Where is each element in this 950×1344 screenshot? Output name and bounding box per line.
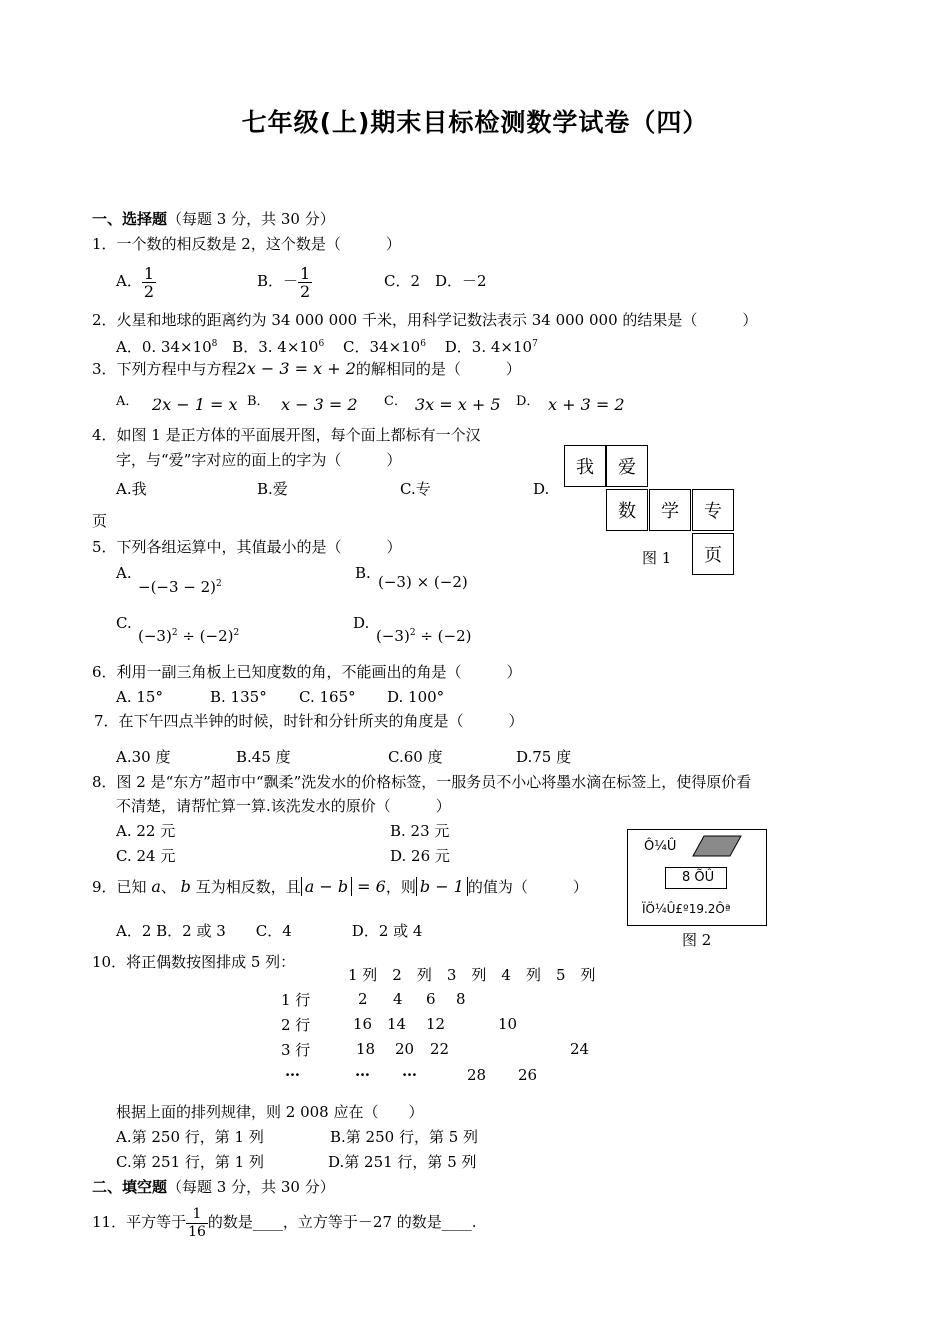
- q3-d: x + 3 = 2: [548, 395, 625, 414]
- q3-stem-post: 的解相同的是（ ）: [355, 360, 521, 378]
- q9-var-b: b: [180, 877, 191, 896]
- q2-c-exp: 6: [420, 339, 426, 349]
- q10-row1-val4: 8: [456, 990, 466, 1008]
- q5-a-expr: −(−3 − 2): [138, 578, 217, 596]
- q10-row2-label: 2 行: [281, 1016, 311, 1034]
- q10-row3-val4: 24: [570, 1040, 590, 1058]
- q6-option-b: B. 135°: [210, 688, 267, 706]
- q3-stem-equation: 2x − 3 = x + 2: [236, 359, 356, 378]
- q11-num: 1: [186, 1206, 208, 1224]
- q10-row1-label: 1 行: [281, 991, 311, 1009]
- fig1-cell-zhuan: 专: [692, 489, 734, 531]
- q3-a-label: A．: [116, 394, 139, 409]
- q5-d-expr2: ÷ (−2): [415, 627, 472, 645]
- q10-row2-val2: 14: [387, 1015, 407, 1033]
- q10-row3-label: 3 行: [281, 1041, 311, 1059]
- q11-fraction: [186, 1206, 208, 1241]
- q1-b-den: 2: [300, 281, 311, 301]
- q9-comma: ，则: [385, 878, 416, 896]
- q5-option-d: [376, 624, 471, 645]
- fig1-cell-ye: 页: [692, 533, 734, 575]
- q1-a-den: 2: [143, 281, 155, 301]
- fig2-box-text: 8 ÕÛ: [682, 870, 715, 885]
- q10-dots-2: …: [355, 1062, 370, 1080]
- q8-option-a: A. 22 元: [116, 822, 176, 840]
- q1-b-fraction: [298, 265, 312, 300]
- q4-option-b: B.爱: [257, 480, 288, 498]
- q5-a-label: A.: [116, 564, 132, 582]
- q5-c-exp2: 2: [233, 628, 240, 638]
- q10-row2-val3: 12: [426, 1015, 446, 1033]
- q3-c-label: C．: [384, 394, 407, 409]
- q9-abs1: a − b: [301, 877, 352, 896]
- q10-stem: 10．将正偶数按图排成 5 列：: [92, 953, 296, 971]
- q4-option-c: C.专: [400, 480, 431, 498]
- fig1-caption: 图 1: [642, 549, 672, 567]
- q2-a-exp: 8: [211, 339, 218, 349]
- q5-d-label: D.: [353, 614, 370, 632]
- q5-c-label: C.: [116, 614, 132, 632]
- q10-option-c: C.第 251 行，第 1 列: [116, 1153, 264, 1171]
- q1-a-fraction: [142, 265, 156, 300]
- q4-option-d-cont: 页: [92, 512, 108, 530]
- q3-c: 3x = x + 5: [415, 395, 501, 414]
- q7-option-c: C.60 度: [388, 748, 443, 766]
- q5-a-exp: 2: [216, 579, 222, 589]
- fig1-cell-xue: 学: [649, 489, 691, 531]
- q5-c-exp1: 2: [171, 628, 178, 638]
- q5-c-expr1: (−3): [138, 627, 172, 645]
- q10-row3-val3: 22: [430, 1040, 450, 1058]
- q10-row4-val1: 28: [467, 1066, 487, 1084]
- section2-title: 二、填空题: [92, 1178, 168, 1196]
- q2-b: B．3. 4×10: [232, 338, 319, 356]
- q10-row1-val2: 4: [393, 990, 403, 1008]
- q8-option-b: B. 23 元: [390, 822, 450, 840]
- fig1-cell-ai: 爱: [606, 445, 648, 487]
- q2-c: C．34×10: [343, 338, 421, 356]
- q10-option-a: A.第 250 行，第 1 列: [116, 1128, 264, 1146]
- page-title: 七年级(上)期末目标检测数学试卷（四）: [241, 108, 709, 137]
- section2-heading: [92, 1178, 335, 1196]
- q10-row1-val3: 6: [426, 990, 436, 1008]
- q8-option-c: C. 24 元: [116, 847, 176, 865]
- q5-b-label: B.: [355, 564, 371, 582]
- q5-d-expr1: (−3): [376, 627, 410, 645]
- q7-stem: 7．在下午四点半钟的时候，时针和分针所夹的角度是（ ）: [94, 712, 524, 730]
- q2-b-exp: 6: [318, 339, 325, 349]
- q10-row4-val2: 26: [518, 1066, 538, 1084]
- q5-stem: 5．下列各组运算中，其值最小的是（ ）: [92, 538, 402, 556]
- q10-dots-1: …: [285, 1062, 300, 1080]
- q1-option-b: [257, 262, 312, 300]
- q6-option-d: D. 100°: [387, 688, 445, 706]
- q3-stem: [92, 360, 521, 378]
- fig1-cell-wo: 我: [564, 445, 606, 487]
- q2-options: [116, 335, 538, 356]
- q10-row3-val1: 18: [356, 1040, 376, 1058]
- q5-option-a: [138, 575, 222, 596]
- q9-stem: [92, 876, 588, 898]
- q10-option-b: B.第 250 行，第 5 列: [330, 1128, 479, 1146]
- section1-heading: [92, 210, 335, 228]
- fig2-discount-box: [665, 867, 727, 889]
- q3-a: 2x − 1 = x: [152, 395, 238, 414]
- q7-option-d: D.75 度: [516, 748, 572, 766]
- q9-eq1: = 6: [352, 877, 386, 896]
- q9-abs2: b − 1: [416, 877, 468, 896]
- fig2-bottom-text: ÏÖ¼Û£º19.2Ôª: [642, 902, 731, 916]
- ink-blot-icon: [692, 835, 742, 857]
- q7-option-a: A.30 度: [116, 748, 171, 766]
- q1-options-cd: C．2 D．－2: [384, 272, 487, 290]
- q2-d: D．3. 4×10: [444, 338, 533, 356]
- q11-pre: 11．平方等于: [92, 1213, 187, 1231]
- q3-b-label: B．: [247, 394, 270, 409]
- q10-row2-val1: 16: [353, 1015, 373, 1033]
- q10-row2-val4: 10: [498, 1015, 518, 1033]
- q1-b-sign: －: [283, 272, 299, 290]
- section1-title: 一、选择题: [92, 210, 168, 228]
- q3-d-label: D．: [516, 394, 540, 409]
- q6-option-a: A. 15°: [116, 688, 163, 706]
- q4-option-a: A.我: [116, 480, 147, 498]
- q1-stem: 1．一个数的相反数是 2，这个数是（ ）: [92, 235, 401, 253]
- q9-post: 的值为（ ）: [467, 878, 588, 896]
- q4-option-d: D.: [533, 480, 550, 498]
- section2-note: （每题 3 分，共 30 分）: [167, 1178, 335, 1196]
- q9-options: A．2 B．2 或 3 C．4 D．2 或 4: [116, 922, 423, 940]
- q10-question: 根据上面的排列规律，则 2 008 应在（ ）: [116, 1103, 424, 1121]
- q1-a-num: 1: [143, 263, 155, 283]
- q8-line2: 不清楚，请帮忙算一算.该洗发水的原价（ ）: [116, 797, 451, 815]
- q5-option-c: [138, 624, 239, 645]
- q2-a: A．0. 34×10: [116, 338, 212, 356]
- q10-row3-val2: 20: [395, 1040, 415, 1058]
- q4-line1: 4．如图 1 是正方体的平面展开图，每个面上都标有一个汉: [92, 426, 481, 444]
- fig1-cell-shu: 数: [606, 489, 648, 531]
- q1-a-label: A．: [116, 272, 142, 290]
- q10-option-d: D.第 251 行，第 5 列: [328, 1153, 477, 1171]
- q9-var-a: a: [151, 877, 161, 896]
- q9-sep: 、: [160, 878, 176, 896]
- q8-line1: 8．图 2 是“东方”超市中“飘柔”洗发水的价格标签，一服务员不小心将墨水滴在标签上，使得原价看: [92, 773, 752, 791]
- q11-stem: [92, 1203, 477, 1241]
- fig2-top-text: Ô¼Û: [644, 839, 677, 854]
- fig2-caption: 图 2: [682, 931, 712, 949]
- q6-stem: 6．利用一副三角板上已知度数的角，不能画出的角是（ ）: [92, 663, 522, 681]
- q1-b-num: 1: [300, 263, 311, 283]
- q10-dots-3: …: [402, 1062, 417, 1080]
- q11-den: 16: [188, 1223, 206, 1240]
- q11-post: 的数是____，立方等于－27 的数是____.: [207, 1213, 477, 1231]
- q10-row1-val1: 2: [358, 990, 368, 1008]
- q2-stem: 2．火星和地球的距离约为 34 000 000 千米，用科学记数法表示 34 000 000 的结果是（ ）: [92, 311, 758, 329]
- q10-header: 1 列 2 列 3 列 4 列 5 列: [348, 966, 596, 984]
- q1-option-a: [116, 262, 156, 300]
- q9-mid: 互为相反数，且: [195, 878, 301, 896]
- q5-c-expr2: ÷ (−2): [177, 627, 234, 645]
- section1-note: （每题 3 分，共 30 分）: [167, 210, 335, 228]
- q1-b-label: B．: [257, 272, 284, 290]
- q9-pre: 9．已知: [92, 878, 147, 896]
- q2-d-exp: 7: [532, 339, 538, 349]
- q5-option-b: (−3) × (−2): [378, 573, 468, 591]
- fig2-price-tag: [627, 829, 767, 926]
- q7-option-b: B.45 度: [236, 748, 291, 766]
- q3-b: x − 3 = 2: [281, 395, 358, 414]
- q5-d-exp1: 2: [409, 628, 416, 638]
- q4-line2: 字，与“爱”字对应的面上的字为（ ）: [116, 451, 402, 469]
- q3-stem-pre: 3．下列方程中与方程: [92, 360, 237, 378]
- q6-option-c: C. 165°: [299, 688, 356, 706]
- q8-option-d: D. 26 元: [390, 847, 450, 865]
